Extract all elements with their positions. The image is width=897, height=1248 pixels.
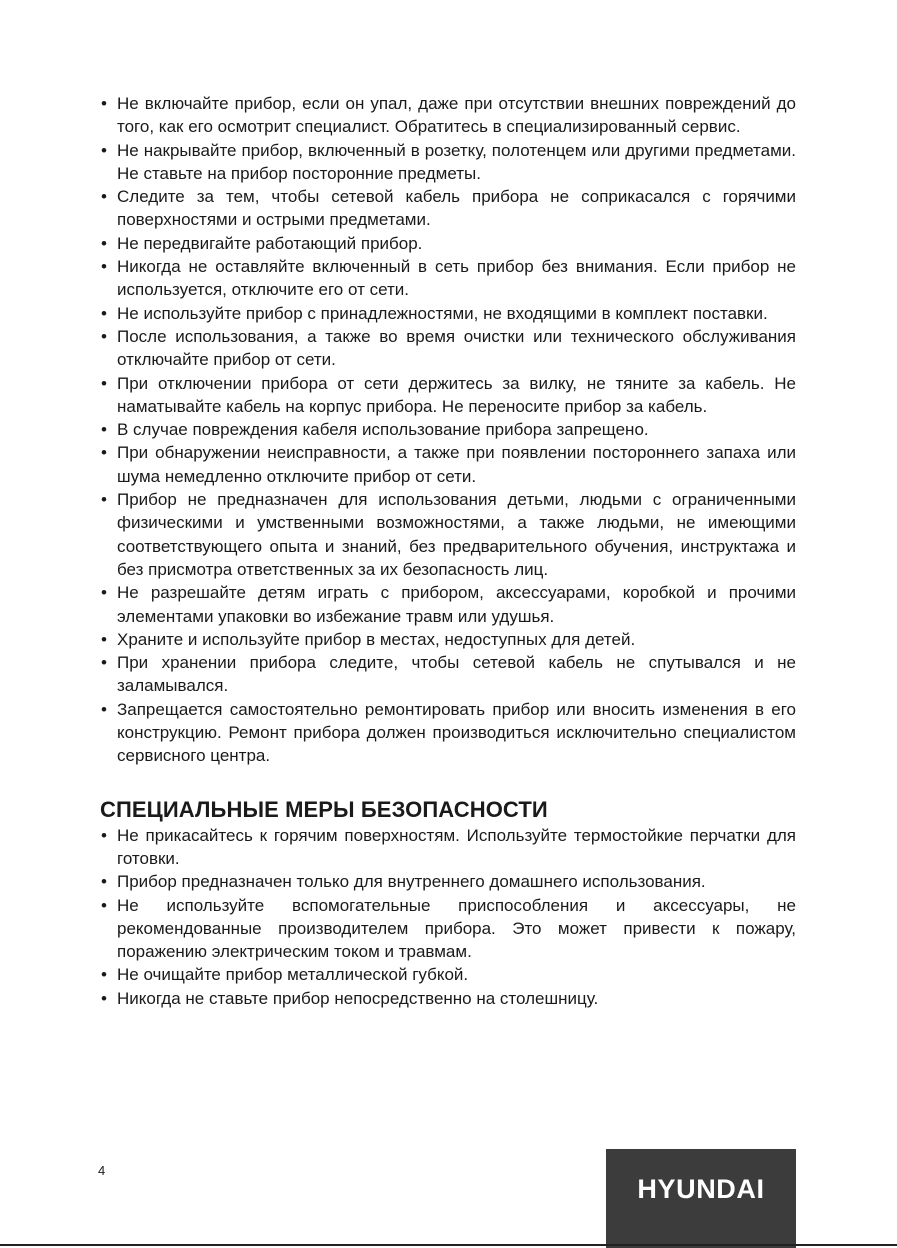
list-item: • Следите за тем, чтобы сетевой кабель прибора не соприкасался с горячими поверхностями и острыми предметами. bbox=[100, 185, 796, 232]
list-item: • Прибор не предназначен для использования детьми, людьми с ограниченными физическими и умственными возможностями, а также людьми, не имеющими соответствующего опыта и знаний, без предварительного обучения, инструктажа и без присмотра ответственных за их безопасность лиц. bbox=[100, 488, 796, 581]
section-title: СПЕЦИАЛЬНЫЕ МЕРЫ БЕЗОПАСНОСТИ bbox=[100, 796, 548, 822]
page-bottom-divider bbox=[0, 1244, 897, 1246]
safety-list-main bbox=[100, 92, 796, 768]
list-item: • После использования, а также во время очистки или технического обслуживания отключайте прибор от сети. bbox=[100, 325, 796, 372]
page-content bbox=[100, 92, 796, 1010]
list-item: • Не используйте вспомогательные приспособления и аксессуары, не рекомендованные производителем прибора. Это может привести к пожару, поражению электрическим током и травмам. bbox=[100, 894, 796, 964]
safety-list-special bbox=[100, 824, 796, 1010]
list-item: • Не прикасайтесь к горячим поверхностям. Используйте термостойкие перчатки для готовки. bbox=[100, 824, 796, 871]
list-item: • Не очищайте прибор металлической губкой. bbox=[100, 963, 796, 986]
list-item: • Не разрешайте детям играть с прибором, аксессуарами, коробкой и прочими элементами упаковки во избежание травм или удушья. bbox=[100, 581, 796, 628]
list-item: • Не накрывайте прибор, включенный в розетку, полотенцем или другими предметами. Не ставьте на прибор посторонние предметы. bbox=[100, 139, 796, 186]
list-item: • Не включайте прибор, если он упал, даже при отсутствии внешних повреждений до того, как его осмотрит специалист. Обратитесь в специализированный сервис. bbox=[100, 92, 796, 139]
list-item: • Никогда не оставляйте включенный в сеть прибор без внимания. Если прибор не используется, отключите его от сети. bbox=[100, 255, 796, 302]
page-number: 4 bbox=[98, 1163, 106, 1178]
list-item: • Храните и используйте прибор в местах, недоступных для детей. bbox=[100, 628, 796, 651]
list-item: • В случае повреждения кабеля использование прибора запрещено. bbox=[100, 418, 796, 441]
brand-logo bbox=[606, 1149, 796, 1248]
brand-logo-text: HYUNDAI bbox=[637, 1174, 765, 1204]
list-item: • Прибор предназначен только для внутреннего домашнего использования. bbox=[100, 870, 796, 893]
list-item: • Никогда не ставьте прибор непосредственно на столешницу. bbox=[100, 987, 796, 1010]
list-item: • При хранении прибора следите, чтобы сетевой кабель не спутывался и не заламывался. bbox=[100, 651, 796, 698]
list-item: • Не передвигайте работающий прибор. bbox=[100, 232, 796, 255]
list-item: • Запрещается самостоятельно ремонтировать прибор или вносить изменения в его конструкцию. Ремонт прибора должен производиться исключительно специалистом сервисного центра. bbox=[100, 698, 796, 768]
list-item: • Не используйте прибор с принадлежностями, не входящими в комплект поставки. bbox=[100, 302, 796, 325]
list-item: • При обнаружении неисправности, а также при появлении постороннего запаха или шума немедленно отключите прибор от сети. bbox=[100, 441, 796, 488]
list-item: • При отключении прибора от сети держитесь за вилку, не тяните за кабель. Не наматывайте кабель на корпус прибора. Не переносите прибор за кабель. bbox=[100, 372, 796, 419]
